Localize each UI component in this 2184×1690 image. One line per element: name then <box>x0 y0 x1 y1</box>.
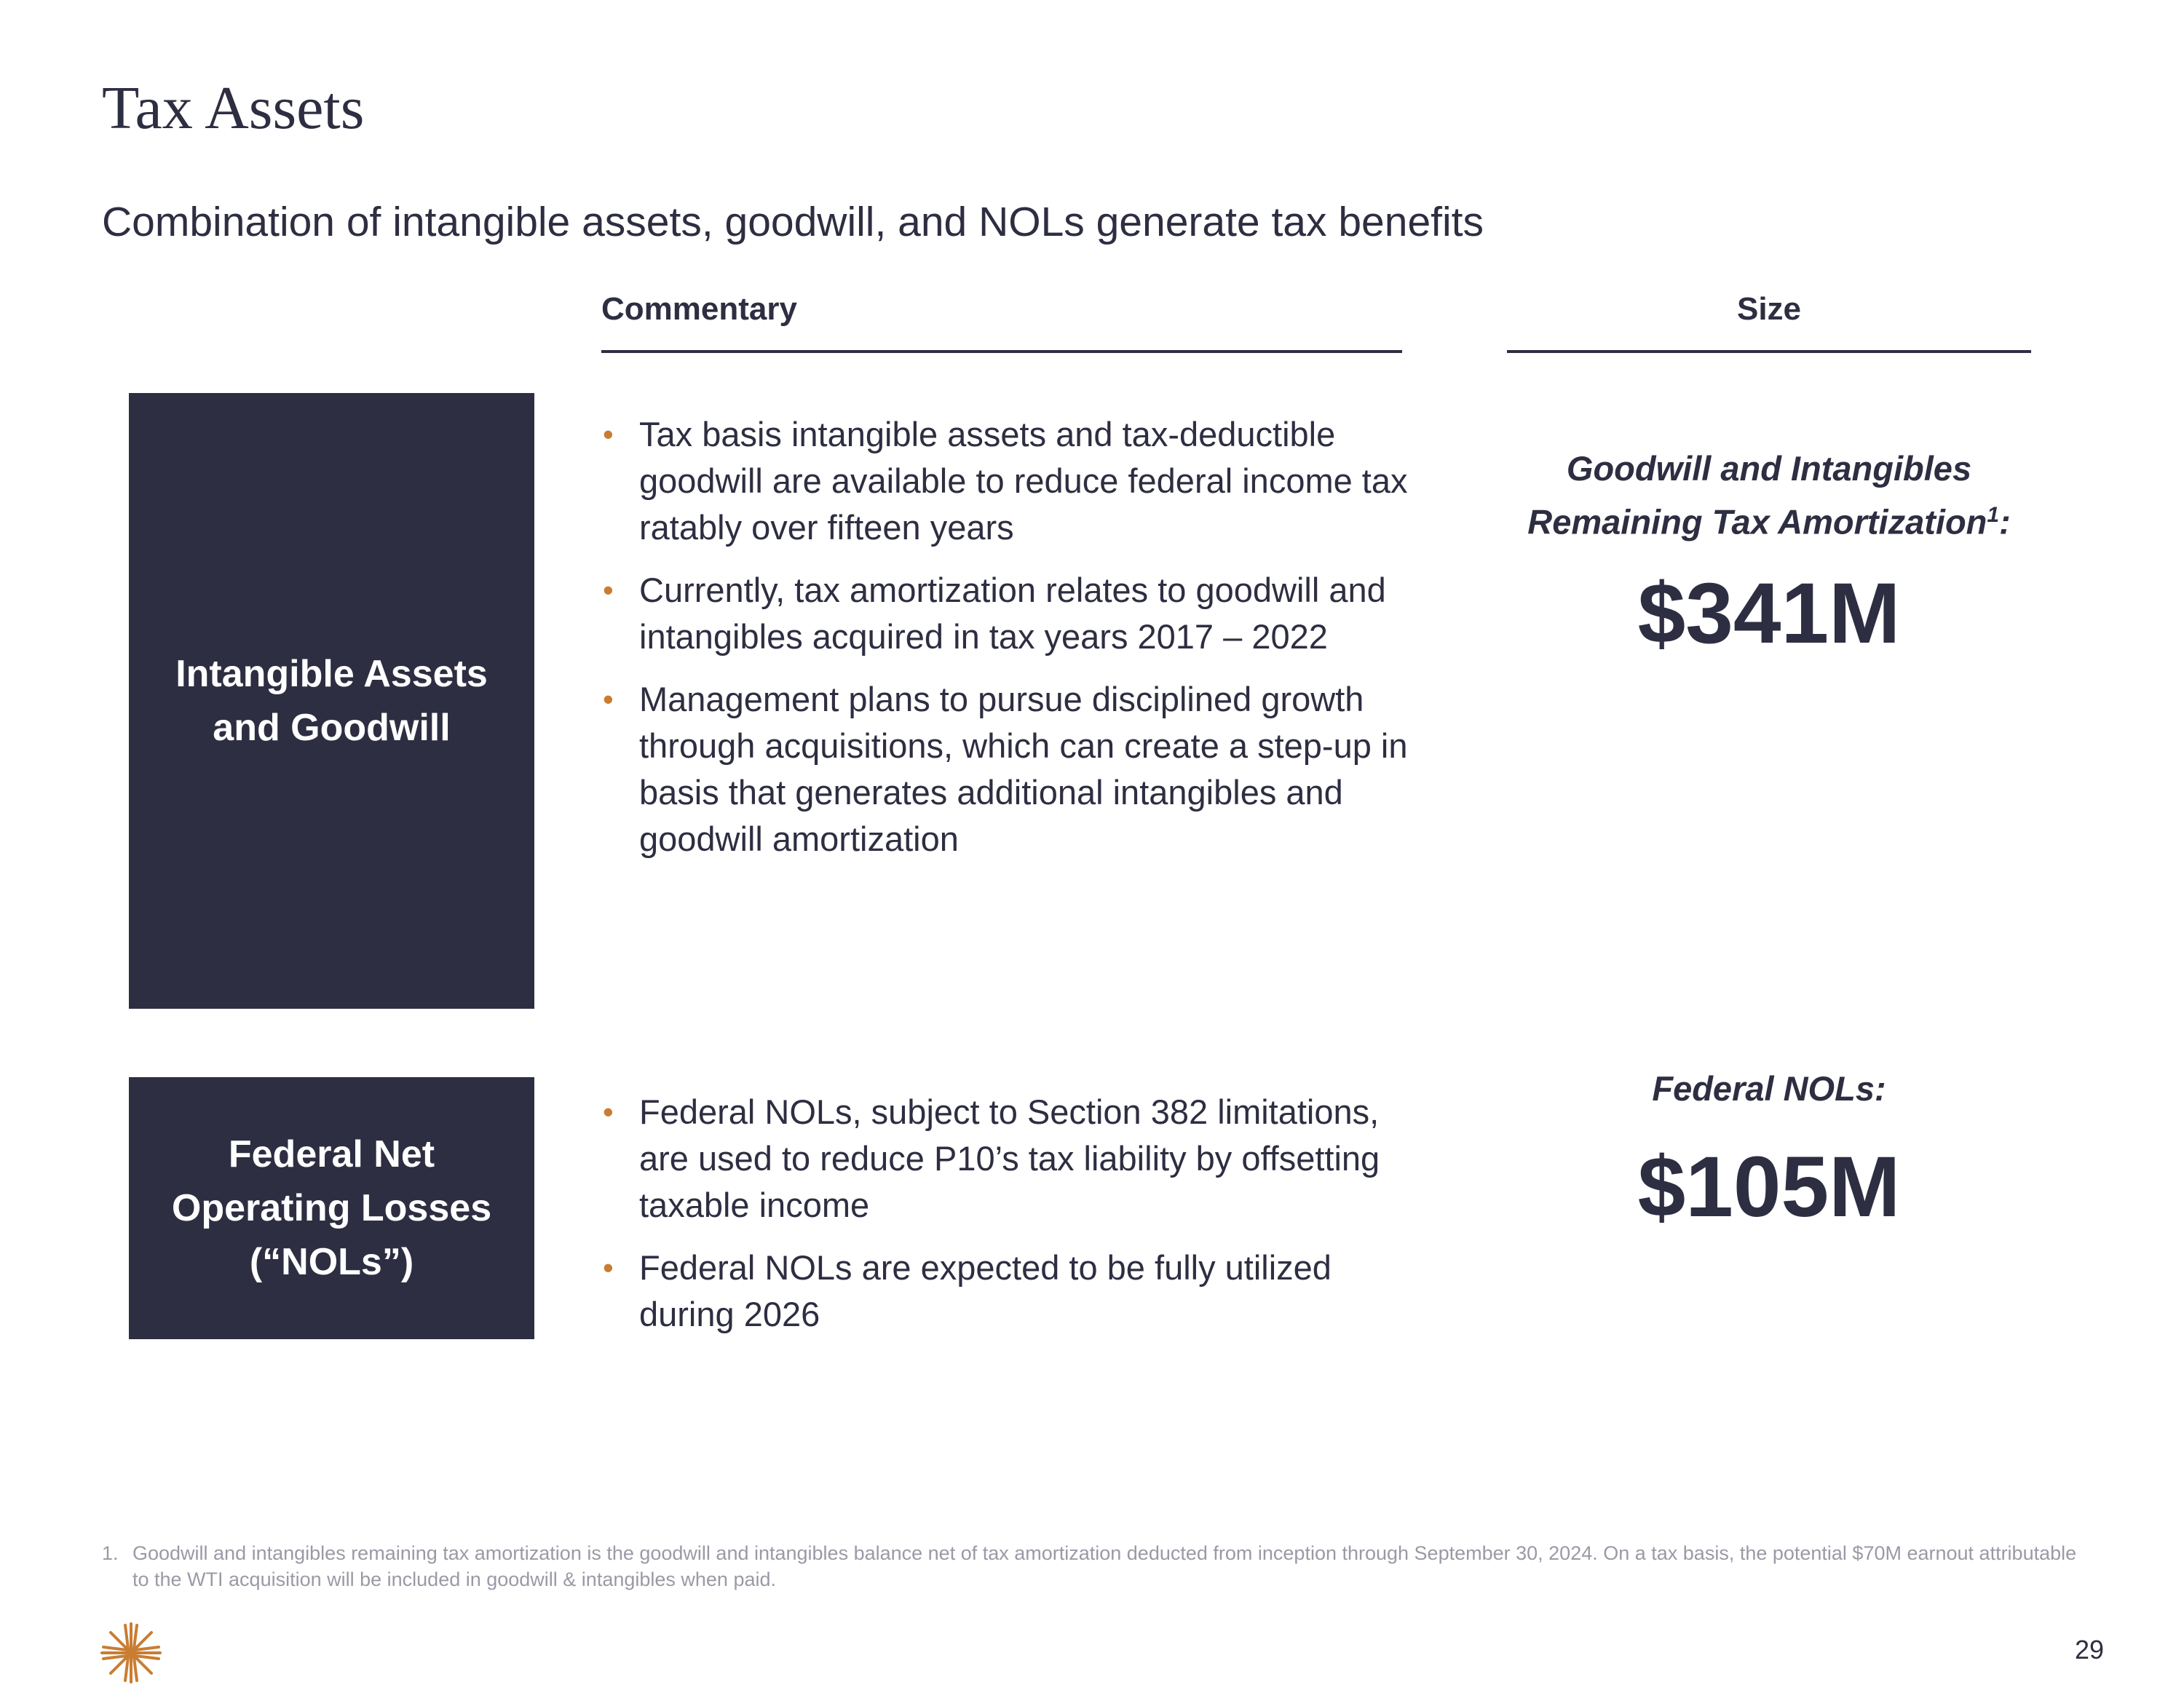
page-subtitle: Combination of intangible assets, goodwill, and NOLs generate tax benefits <box>102 199 1484 245</box>
size-label-line: Remaining Tax Amortization$^1$: <box>1527 502 2011 541</box>
federal-nols-size-value: $105M <box>1637 1139 1901 1235</box>
goodwill-size-value: $341M <box>1637 566 1901 662</box>
bullet-text: Currently, tax amortization relates to goodwill and intangibles acquired in tax years 2017 – 2022 <box>639 571 1386 656</box>
commentary-header-divider <box>601 350 1402 353</box>
size-column-header: Size <box>1736 291 1802 327</box>
footnote-reference: 1 <box>1987 503 2000 527</box>
intangible-assets-commentary-list <box>601 411 1417 878</box>
list-item <box>601 1089 1417 1229</box>
bullet-icon: • <box>603 1250 614 1285</box>
bullet-icon: • <box>603 417 614 451</box>
bullet-text: Federal NOLs, subject to Section 382 limitations, are used to reduce P10’s tax liability by offsetting taxable income <box>639 1092 1380 1224</box>
footnote-number: 1. <box>102 1542 119 1564</box>
goodwill-size-label <box>1478 445 2060 546</box>
category-label: Federal Net Operating Losses (“NOLs”) <box>171 1133 492 1283</box>
intangible-assets-category-box <box>129 393 534 1009</box>
category-label: Intangible Assets and Goodwill <box>175 653 488 749</box>
bullet-text: Tax basis intangible assets and tax-deductible goodwill are available to reduce federal income tax ratably over fifteen years <box>639 415 1408 547</box>
size-header-divider <box>1507 350 2031 353</box>
page-title: Tax Assets <box>102 74 365 142</box>
size-label-line: Goodwill and Intangibles <box>1566 449 1972 488</box>
bullet-text: Management plans to pursue disciplined growth through acquisitions, which can create a step-up in basis that generates additional intangibles and goodwill amortization <box>639 680 1408 858</box>
list-item <box>601 567 1417 660</box>
list-item <box>601 411 1417 551</box>
footnote-text: Goodwill and intangibles remaining tax amortization is the goodwill and intangibles balance net of tax amortization deducted from inception through September 30, 2024. On a tax basis, the potential $70M earnout attributable to the WTI acquisition will be included in goodwill & intangibles when paid. <box>132 1542 2077 1590</box>
starburst-logo-icon <box>98 1619 165 1686</box>
federal-nols-size-label: Federal NOLs: <box>1652 1069 1886 1108</box>
bullet-icon: • <box>603 573 614 607</box>
federal-nols-commentary-list <box>601 1089 1417 1354</box>
list-item <box>601 676 1417 862</box>
bullet-text: Federal NOLs are expected to be fully utilized during 2026 <box>639 1248 1332 1333</box>
list-item <box>601 1245 1417 1338</box>
commentary-column-header: Commentary <box>601 291 797 327</box>
page-number: 29 <box>2074 1635 2104 1665</box>
federal-nols-category-box <box>129 1077 534 1339</box>
bullet-icon: • <box>603 682 614 716</box>
footnote <box>102 1540 2082 1592</box>
bullet-icon: • <box>603 1095 614 1129</box>
